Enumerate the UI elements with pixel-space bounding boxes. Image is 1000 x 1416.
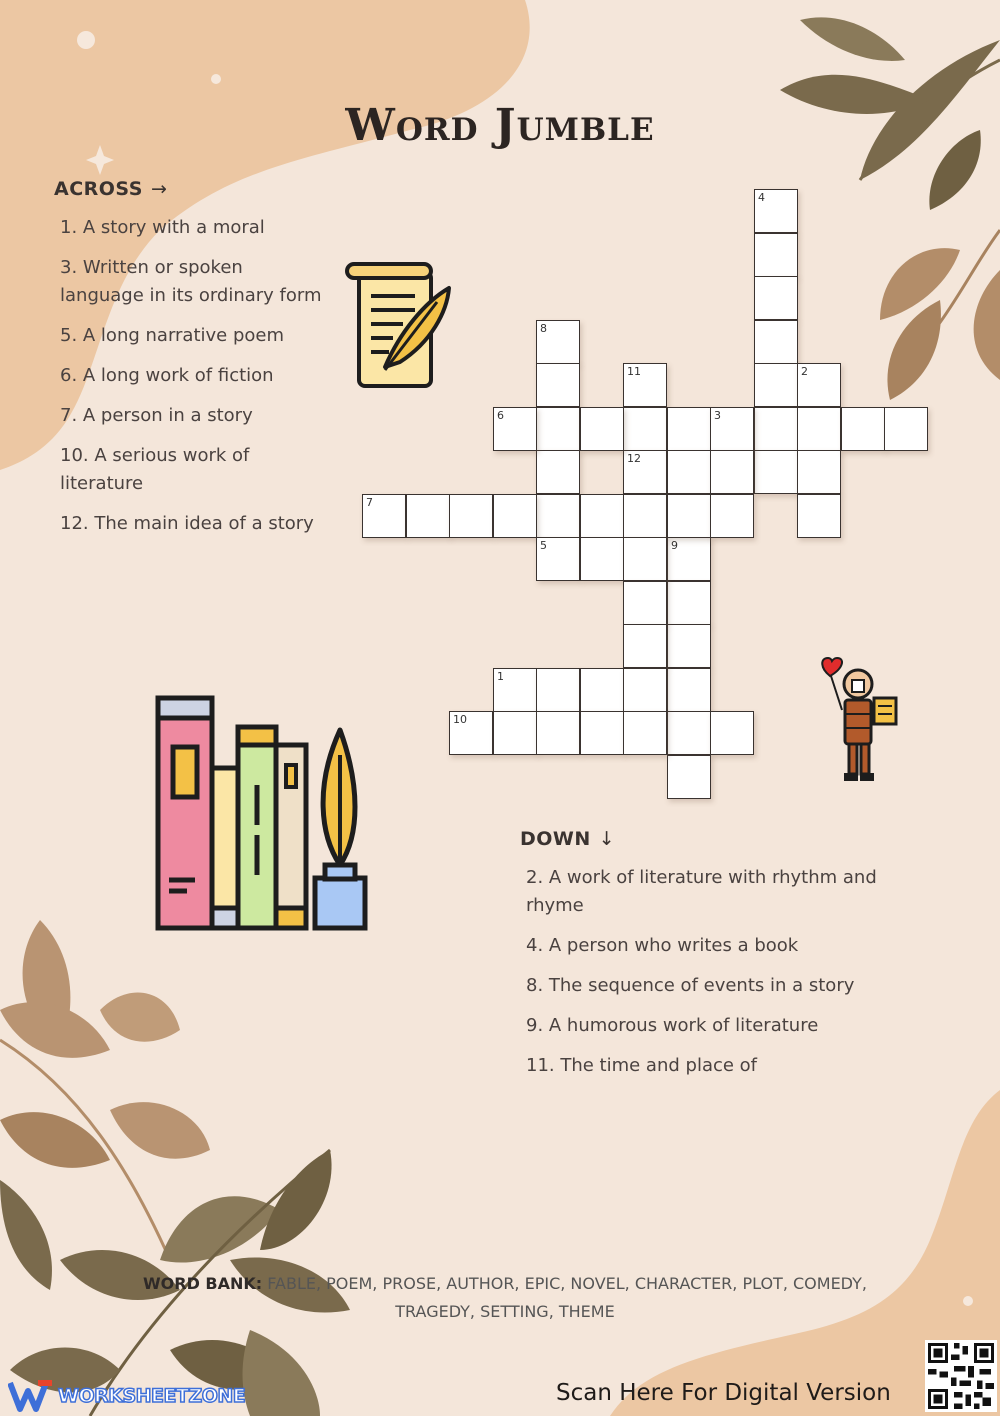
crossword-cell[interactable] <box>667 624 711 668</box>
crossword-cell[interactable] <box>536 537 580 581</box>
crossword-cell[interactable] <box>536 320 580 364</box>
crossword-cell[interactable] <box>797 407 841 451</box>
crossword-cell[interactable] <box>536 494 580 538</box>
crossword-cell[interactable] <box>536 363 580 407</box>
right-arrow-icon: → <box>150 178 168 200</box>
crossword-cell[interactable] <box>667 450 711 494</box>
crossword-cell[interactable] <box>580 537 624 581</box>
crossword-cell[interactable] <box>623 363 667 407</box>
down-arrow-icon: ↓ <box>598 828 616 850</box>
across-clue: 7. A person in a story <box>60 405 253 426</box>
crossword-cell[interactable] <box>667 755 711 799</box>
crossword-cell[interactable] <box>493 711 537 755</box>
down-clue: 4. A person who writes a book <box>526 935 799 956</box>
crossword-cell[interactable] <box>754 407 798 451</box>
crossword-cell[interactable] <box>493 407 537 451</box>
word-bank-words: FABLE, POEM, PROSE, AUTHOR, EPIC, NOVEL, CHARACTER, PLOT, COMEDY, TRAGEDY, SETTING, THEME <box>267 1274 867 1321</box>
clue-number: 1 <box>497 670 504 683</box>
bottom-left-leaves <box>0 920 350 1416</box>
brand-logo[interactable] <box>8 1378 245 1414</box>
crossword-cell[interactable] <box>797 494 841 538</box>
crossword-cell[interactable] <box>493 494 537 538</box>
across-clue-list <box>60 214 330 550</box>
crossword-cell[interactable] <box>623 537 667 581</box>
crossword-cell[interactable] <box>623 581 667 625</box>
clue-number: 5 <box>540 539 547 552</box>
clue-number: 10 <box>453 713 467 726</box>
crossword-cell[interactable] <box>449 711 493 755</box>
down-clue-list <box>526 864 906 1092</box>
clue-number: 9 <box>671 539 678 552</box>
crossword-cell[interactable] <box>406 494 450 538</box>
crossword-cell[interactable] <box>710 407 754 451</box>
clue-number: 6 <box>497 409 504 422</box>
crossword-cell[interactable] <box>667 711 711 755</box>
crossword-cell[interactable] <box>710 711 754 755</box>
crossword-cell[interactable] <box>754 233 798 277</box>
crossword-cell[interactable] <box>667 537 711 581</box>
word-bank <box>110 1270 900 1326</box>
crossword-cell[interactable] <box>493 668 537 712</box>
crossword-cell[interactable] <box>754 363 798 407</box>
across-clue: 6. A long work of fiction <box>60 365 274 386</box>
across-heading <box>54 178 167 200</box>
across-clue: 3. Written or spoken language in its ordinary form <box>60 257 322 306</box>
clue-number: 2 <box>801 365 808 378</box>
crossword-cell[interactable] <box>667 494 711 538</box>
top-right-leaves <box>780 17 1000 400</box>
crossword-cell[interactable] <box>797 450 841 494</box>
worksheetzone-logo-icon <box>8 1379 54 1413</box>
crossword-cell[interactable] <box>536 450 580 494</box>
across-heading-label: ACROSS <box>54 178 143 200</box>
crossword-cell[interactable] <box>449 494 493 538</box>
down-clue: 9. A humorous work of literature <box>526 1015 819 1036</box>
clue-number: 7 <box>366 496 373 509</box>
figure-balloon-icon <box>818 656 902 786</box>
crossword-cell[interactable] <box>754 189 798 233</box>
crossword-cell[interactable] <box>536 668 580 712</box>
down-clue: 8. The sequence of events in a story <box>526 975 855 996</box>
crossword-cell[interactable] <box>710 450 754 494</box>
crossword-cell[interactable] <box>580 407 624 451</box>
brand-text: WORKSHEETZONE <box>58 1385 246 1407</box>
crossword-cell[interactable] <box>623 668 667 712</box>
crossword-cell[interactable] <box>580 494 624 538</box>
crossword-cell[interactable] <box>623 624 667 668</box>
crossword-cell[interactable] <box>623 407 667 451</box>
clue-number: 4 <box>758 191 765 204</box>
word-bank-label: WORD BANK: <box>143 1274 263 1293</box>
crossword-cell[interactable] <box>580 711 624 755</box>
crossword-cell[interactable] <box>841 407 885 451</box>
crossword-cell[interactable] <box>362 494 406 538</box>
clue-number: 3 <box>714 409 721 422</box>
across-clue: 12. The main idea of a story <box>60 513 314 534</box>
crossword-cell[interactable] <box>667 581 711 625</box>
across-clue: 5. A long narrative poem <box>60 325 285 346</box>
clue-number: 11 <box>627 365 641 378</box>
crossword-cell[interactable] <box>754 320 798 364</box>
across-clue: 10. A serious work of literature <box>60 445 250 494</box>
crossword-cell[interactable] <box>536 407 580 451</box>
crossword-cell[interactable] <box>536 711 580 755</box>
crossword-cell[interactable] <box>580 668 624 712</box>
crossword-cell[interactable] <box>754 276 798 320</box>
crossword-cell[interactable] <box>710 494 754 538</box>
qr-code-icon[interactable] <box>925 1340 997 1412</box>
clue-number: 8 <box>540 322 547 335</box>
crossword-cell[interactable] <box>623 711 667 755</box>
clue-number: 12 <box>627 452 641 465</box>
crossword-cell[interactable] <box>754 450 798 494</box>
books-inkwell-icon <box>155 695 375 933</box>
down-heading-label: DOWN <box>520 828 591 850</box>
page-title: Word Jumble <box>345 100 655 151</box>
crossword-cell[interactable] <box>667 407 711 451</box>
across-clue: 1. A story with a moral <box>60 217 265 238</box>
down-clue: 2. A work of literature with rhythm and rhyme <box>526 867 877 916</box>
scroll-quill-icon <box>345 262 455 392</box>
down-clue: 11. The time and place of <box>526 1055 758 1076</box>
scan-caption: Scan Here For Digital Version <box>556 1380 891 1406</box>
crossword-cell[interactable] <box>667 668 711 712</box>
crossword-cell[interactable] <box>797 363 841 407</box>
crossword-cell[interactable] <box>884 407 928 451</box>
crossword-cell[interactable] <box>623 450 667 494</box>
down-heading <box>520 828 615 850</box>
crossword-cell[interactable] <box>623 494 667 538</box>
